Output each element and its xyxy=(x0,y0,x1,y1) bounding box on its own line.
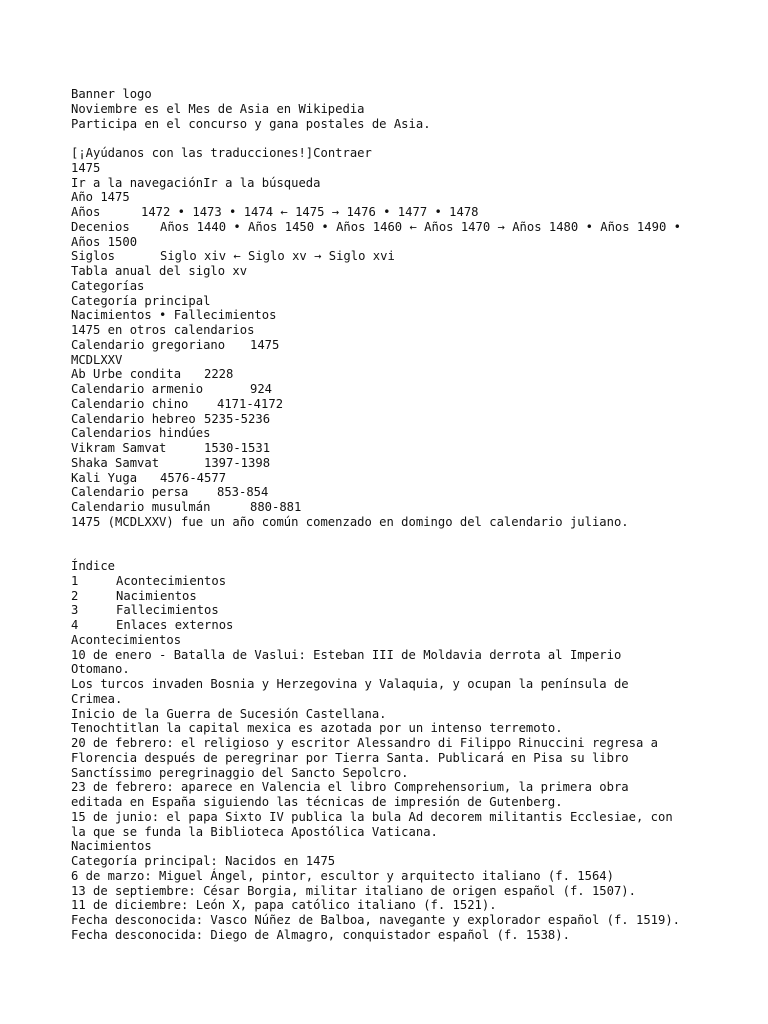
calendar-value: 5235-5236 xyxy=(204,411,271,426)
calendar-value: 853-854 xyxy=(217,485,269,500)
calendar-value: 924 xyxy=(250,382,273,396)
calendar-row-gregorian xyxy=(71,338,761,353)
births-deaths-links[interactable]: Nacimientos • Fallecimientos xyxy=(71,308,277,323)
infobox-centuries-label: Siglos xyxy=(71,249,116,264)
calendar-value: 1530-1531 xyxy=(204,441,271,455)
toc-heading: Índice xyxy=(71,559,116,573)
banner-line-contest[interactable]: Participa en el concurso y gana postales de Asia. xyxy=(71,116,431,131)
spacer xyxy=(71,131,761,146)
calendar-value: 4171-4172 xyxy=(217,396,284,411)
calendar-value: 880-881 xyxy=(250,500,302,514)
calendar-label[interactable]: Ab Urbe condita xyxy=(71,367,182,382)
birth-line: 13 de septiembre: César Borgia, militar italiano de origen español (f. 1507). xyxy=(71,883,636,898)
calendar-label[interactable]: Calendario musulmán xyxy=(71,500,211,514)
annual-table-link[interactable]: Tabla anual del siglo xv xyxy=(71,264,248,278)
toc-item-number: 4 xyxy=(71,618,79,632)
toc-item-enlaces-externos[interactable] xyxy=(71,618,761,633)
calendar-label[interactable]: Calendario persa xyxy=(71,485,189,500)
main-category-link[interactable]: Categoría principal xyxy=(71,293,211,308)
infobox-years-label: Años xyxy=(71,205,101,219)
event-line: 23 de febrero: aparece en Valencia el libro Comprehensorium, la primera obra xyxy=(71,780,629,795)
event-line: Crimea. xyxy=(71,691,123,706)
event-line: Sanctíssimo peregrinaggio del Sancto Sepolcro. xyxy=(71,765,409,780)
event-line: Los turcos invaden Bosnia y Herzegovina y Valaquia, y ocupan la península de xyxy=(71,677,629,691)
calendar-label[interactable]: Calendario armenio xyxy=(71,382,204,396)
event-line: 15 de junio: el papa Sixto IV publica la bula Ad decorem militantis Ecclesiae, con xyxy=(71,809,673,824)
calendar-row-shaka xyxy=(71,456,761,471)
translation-notice xyxy=(71,146,761,161)
categories-label: Categorías xyxy=(71,278,145,293)
infobox-centuries-links[interactable]: Siglo xiv ← Siglo xv → Siglo xvi xyxy=(160,249,395,264)
page-title: 1475 xyxy=(71,160,101,175)
toc-item-acontecimientos[interactable] xyxy=(71,574,761,589)
birth-line: Fecha desconocida: Diego de Almagro, conquistador español (f. 1538). xyxy=(71,927,570,942)
infobox-row-decades xyxy=(71,220,761,235)
toc-item-fallecimientos[interactable] xyxy=(71,603,761,618)
calendar-label[interactable]: Shaka Samvat xyxy=(71,455,160,470)
infobox-decades-links-cont[interactable]: Años 1500 xyxy=(71,234,138,249)
calendar-label[interactable]: Vikram Samvat xyxy=(71,441,167,455)
article-page xyxy=(71,87,761,943)
intro-paragraph: 1475 (MCDLXXV) fue un año común comenzado en domingo del calendario juliano. xyxy=(71,514,629,529)
banner-logo[interactable]: Banner logo xyxy=(71,87,152,101)
collapse-button[interactable]: Contraer xyxy=(313,146,372,160)
infobox-years-links[interactable]: 1472 • 1473 • 1474 ← 1475 → 1476 • 1477 • 1478 xyxy=(141,205,479,219)
calendar-label[interactable]: Kali Yuga xyxy=(71,470,138,485)
calendar-row-persian xyxy=(71,485,761,500)
infobox-decades-label: Decenios xyxy=(71,219,130,234)
calendar-row-armenian xyxy=(71,382,761,397)
other-calendars-heading: 1475 en otros calendarios xyxy=(71,323,255,337)
event-line: la que se funda la Biblioteca Apostólica Vaticana. xyxy=(71,824,438,839)
birth-line: 6 de marzo: Miguel Ángel, pintor, escultor y arquitecto italiano (f. 1564) xyxy=(71,868,614,883)
birth-line: Fecha desconocida: Vasco Núñez de Balboa, navegante y explorador español (f. 1519). xyxy=(71,913,681,927)
banner-line-asia-month[interactable]: Noviembre es el Mes de Asia en Wikipedia xyxy=(71,101,365,116)
spacer xyxy=(71,530,761,560)
calendar-label[interactable]: Calendario hebreo xyxy=(71,411,196,426)
calendar-row-chinese xyxy=(71,397,761,412)
calendar-row-hebrew xyxy=(71,412,761,427)
skip-to-navigation-link[interactable]: Ir a la navegación xyxy=(71,175,204,190)
infobox-row-centuries xyxy=(71,249,761,264)
event-line: Inicio de la Guerra de Sucesión Castellana. xyxy=(71,706,387,721)
event-line: editada en España siguiendo las técnicas de impresión de Gutenberg. xyxy=(71,795,563,809)
calendar-row-kali-yuga xyxy=(71,471,761,486)
birth-line: 11 de diciembre: León X, papa católico italiano (f. 1521). xyxy=(71,898,497,913)
calendar-row-muslim xyxy=(71,500,761,515)
toc-item-label[interactable]: Enlaces externos xyxy=(116,618,234,632)
toc-item-label[interactable]: Acontecimientos xyxy=(116,573,227,588)
calendar-value: 2228 xyxy=(204,367,234,382)
toc-item-number: 3 xyxy=(71,603,79,618)
calendar-label: Calendario gregoriano xyxy=(71,337,226,352)
calendar-value: 1475 xyxy=(250,337,280,352)
section-heading-births: Nacimientos xyxy=(71,839,152,854)
skip-to-search-link[interactable]: Ir a la búsqueda xyxy=(203,175,321,190)
infobox-heading: Año 1475 xyxy=(71,190,130,205)
roman-numeral: MCDLXXV xyxy=(71,352,123,367)
event-line: 20 de febrero: el religioso y escritor Alessandro di Filippo Rinuccini regresa a xyxy=(71,736,658,750)
section-heading-events: Acontecimientos xyxy=(71,632,182,647)
calendar-value: 4576-4577 xyxy=(160,470,227,485)
toc-item-label[interactable]: Fallecimientos xyxy=(116,603,219,618)
calendar-label[interactable]: Calendario chino xyxy=(71,396,189,411)
toc-item-nacimientos[interactable] xyxy=(71,589,761,604)
skip-links xyxy=(71,176,761,191)
hindu-calendars-heading[interactable]: Calendarios hindúes xyxy=(71,426,211,441)
toc-item-number: 1 xyxy=(71,573,79,588)
calendar-value: 1397-1398 xyxy=(204,455,271,470)
calendar-row-vikram xyxy=(71,441,761,456)
calendar-row-auc xyxy=(71,367,761,382)
infobox-row-years xyxy=(71,205,761,220)
births-category-link[interactable]: Categoría principal: Nacidos en 1475 xyxy=(71,854,336,868)
event-line: Florencia después de peregrinar por Tierra Santa. Publicará en Pisa su libro xyxy=(71,750,629,765)
toc-item-number: 2 xyxy=(71,588,79,603)
help-translate-link[interactable]: [¡Ayúdanos con las traducciones!] xyxy=(71,146,314,160)
infobox-decades-links[interactable]: Años 1440 • Años 1450 • Años 1460 ← Años 1470 → Años 1480 • Años 1490 • xyxy=(160,219,681,234)
event-line: Tenochtitlan la capital mexica es azotada por un intenso terremoto. xyxy=(71,721,563,736)
toc-item-label[interactable]: Nacimientos xyxy=(116,588,197,603)
event-line: Otomano. xyxy=(71,662,130,677)
event-line: 10 de enero - Batalla de Vaslui: Esteban III de Moldavia derrota al Imperio xyxy=(71,647,622,662)
